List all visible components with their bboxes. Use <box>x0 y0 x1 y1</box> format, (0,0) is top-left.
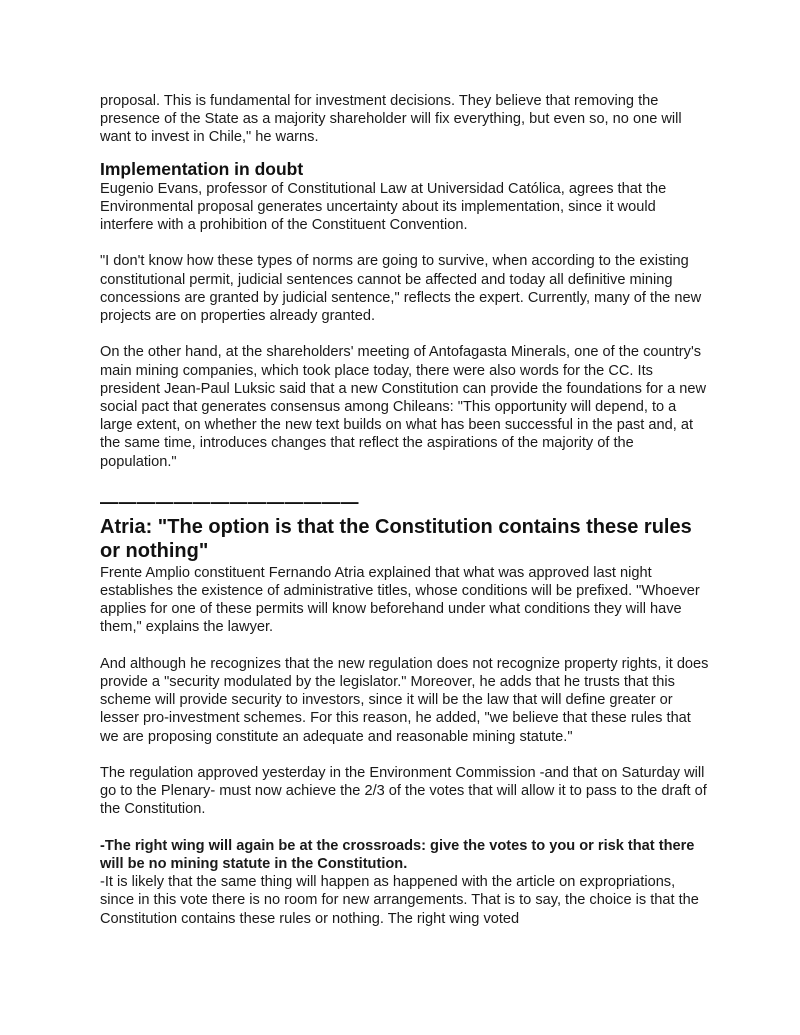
article-heading-atria: Atria: "The option is that the Constitution contains these rules or nothing" <box>100 515 692 563</box>
section-heading-implementation: Implementation in doubt <box>100 158 304 179</box>
interview-question: -The right wing will again be at the crossroads: give the votes to you or risk that there will be no mining statute in the Constitution. <box>100 837 695 873</box>
interview-answer: -It is likely that the same thing will happen as happened with the article on expropriations, since in this vote there is no room for new arrangements. That is to say, the choice is that the Constitution contains these rules or nothing. The right wing voted <box>100 874 699 927</box>
paragraph-evans: Eugenio Evans, professor of Constitutional Law at Universidad Católica, agrees that the Environmental proposal generates uncertainty about its implementation, since it would interfere with a prohibition of the Constituent Convention. <box>100 180 667 234</box>
paragraph-luksic: On the other hand, at the shareholders' meeting of Antofagasta Minerals, one of the country's main mining companies, which took place today, there were also words for the CC. Its president Jean-Paul Luksic said that a new Constitution can provide the foundations for a new social pact that generates consensus among Chileans: "This opportunity will depend, to a large extent, on whether the new text builds on what has been successful in the past and, at the same time, introduces changes that reflect the aspirations of the majority of the population." <box>100 344 707 470</box>
paragraph-regulation: The regulation approved yesterday in the Environment Commission -and that on Saturday will go to the Plenary- must now achieve the 2/3 of the votes that will allow it to pass to the draft of the Constitution. <box>100 765 707 818</box>
document-page <box>100 92 710 928</box>
paragraph-atria: Frente Amplio constituent Fernando Atria explained that what was approved last night establishes the existence of administrative titles, whose conditions will be prefixed. "Whoever applies for one of these permits will know beforehand under what conditions they will have them," explains the lawyer. <box>100 564 700 636</box>
paragraph-property-rights: And although he recognizes that the new regulation does not recognize property rights, it does provide a "security modulated by the legislator." Moreover, he adds that he trusts that this scheme will provide security to investors, since it will be the law that will define greater or lesser pro-investment schemes. For this reason, he added, "we believe that these rules that we are proposing constitute an adequate and reasonable mining statute." <box>100 655 709 745</box>
paragraph-intro: proposal. This is fundamental for investment decisions. They believe that removing the presence of the State as a majority shareholder will fix everything, but even so, no one will want to invest in Chile," he warns. <box>100 93 682 146</box>
paragraph-quote-norms: "I don't know how these types of norms are going to survive, when according to the existing constitutional permit, judicial sentences cannot be affected and today all definitive mining concessions are granted by judicial sentence," reflects the expert. Currently, many of the new projects are on properties already granted. <box>100 253 702 325</box>
section-separator: —————————————— <box>100 491 359 512</box>
